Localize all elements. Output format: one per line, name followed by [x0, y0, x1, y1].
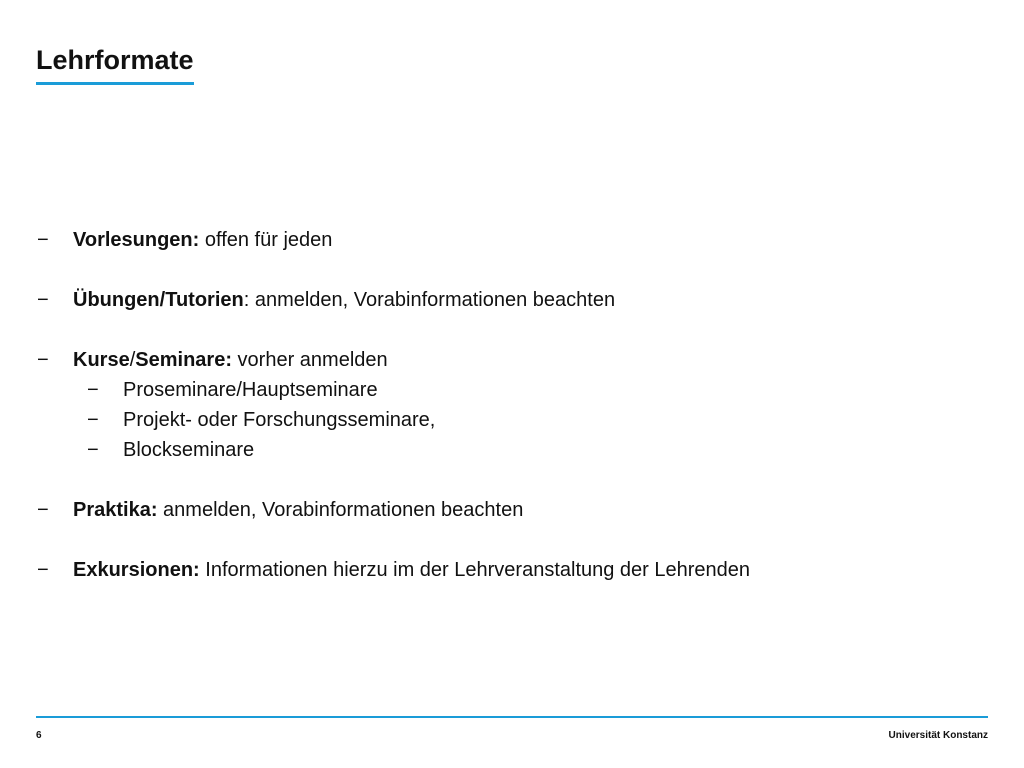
- dash-bullet-marker: −: [87, 379, 99, 401]
- dash-bullet-marker: −: [87, 439, 99, 461]
- sub-bullet-text: Blockseminare: [123, 439, 255, 461]
- dash-bullet-marker: −: [37, 499, 49, 521]
- dash-bullet-marker: −: [87, 409, 99, 431]
- sub-bullet-blockseminare: [73, 435, 997, 465]
- dash-bullet-marker: −: [37, 229, 49, 251]
- slide-title: Lehrformate: [36, 44, 194, 85]
- bullet-label-part1: Kurse: [73, 349, 130, 371]
- sub-bullet-proseminare: [73, 375, 997, 405]
- sub-bullet-list: [73, 375, 997, 465]
- dash-bullet-marker: −: [37, 289, 49, 311]
- page-number: 6: [36, 730, 42, 741]
- bullet-label-separator: /: [129, 349, 136, 371]
- bullet-text: Informationen hierzu im der Lehrveranstaltung der Lehrenden: [199, 559, 751, 581]
- bullet-list: [37, 225, 997, 615]
- bullet-label: Exkursionen:: [73, 559, 200, 581]
- bullet-text: vorher anmelden: [231, 349, 388, 371]
- bullet-text: : anmelden, Vorabinformationen beachten: [243, 289, 616, 311]
- bullet-kurse-seminare: [37, 345, 997, 465]
- sub-bullet-text: Proseminare/Hauptseminare: [123, 379, 378, 401]
- bullet-uebungen: [37, 285, 997, 315]
- bullet-praktika: [37, 495, 997, 525]
- sub-bullet-text: Projekt- oder Forschungsseminare,: [123, 409, 436, 431]
- bullet-vorlesungen: [37, 225, 997, 255]
- bullet-label: Übungen/Tutorien: [73, 289, 244, 311]
- university-name: Universität Konstanz: [888, 730, 988, 741]
- footer-divider: [36, 716, 988, 718]
- bullet-label: Praktika:: [73, 499, 158, 521]
- bullet-text: offen für jeden: [199, 229, 333, 251]
- bullet-label-part2: Seminare:: [135, 349, 232, 371]
- dash-bullet-marker: −: [37, 349, 49, 371]
- dash-bullet-marker: −: [37, 559, 49, 581]
- bullet-label: Vorlesungen:: [73, 229, 200, 251]
- bullet-exkursionen: [37, 555, 997, 585]
- sub-bullet-projekt: [73, 405, 997, 435]
- bullet-text: anmelden, Vorabinformationen beachten: [157, 499, 524, 521]
